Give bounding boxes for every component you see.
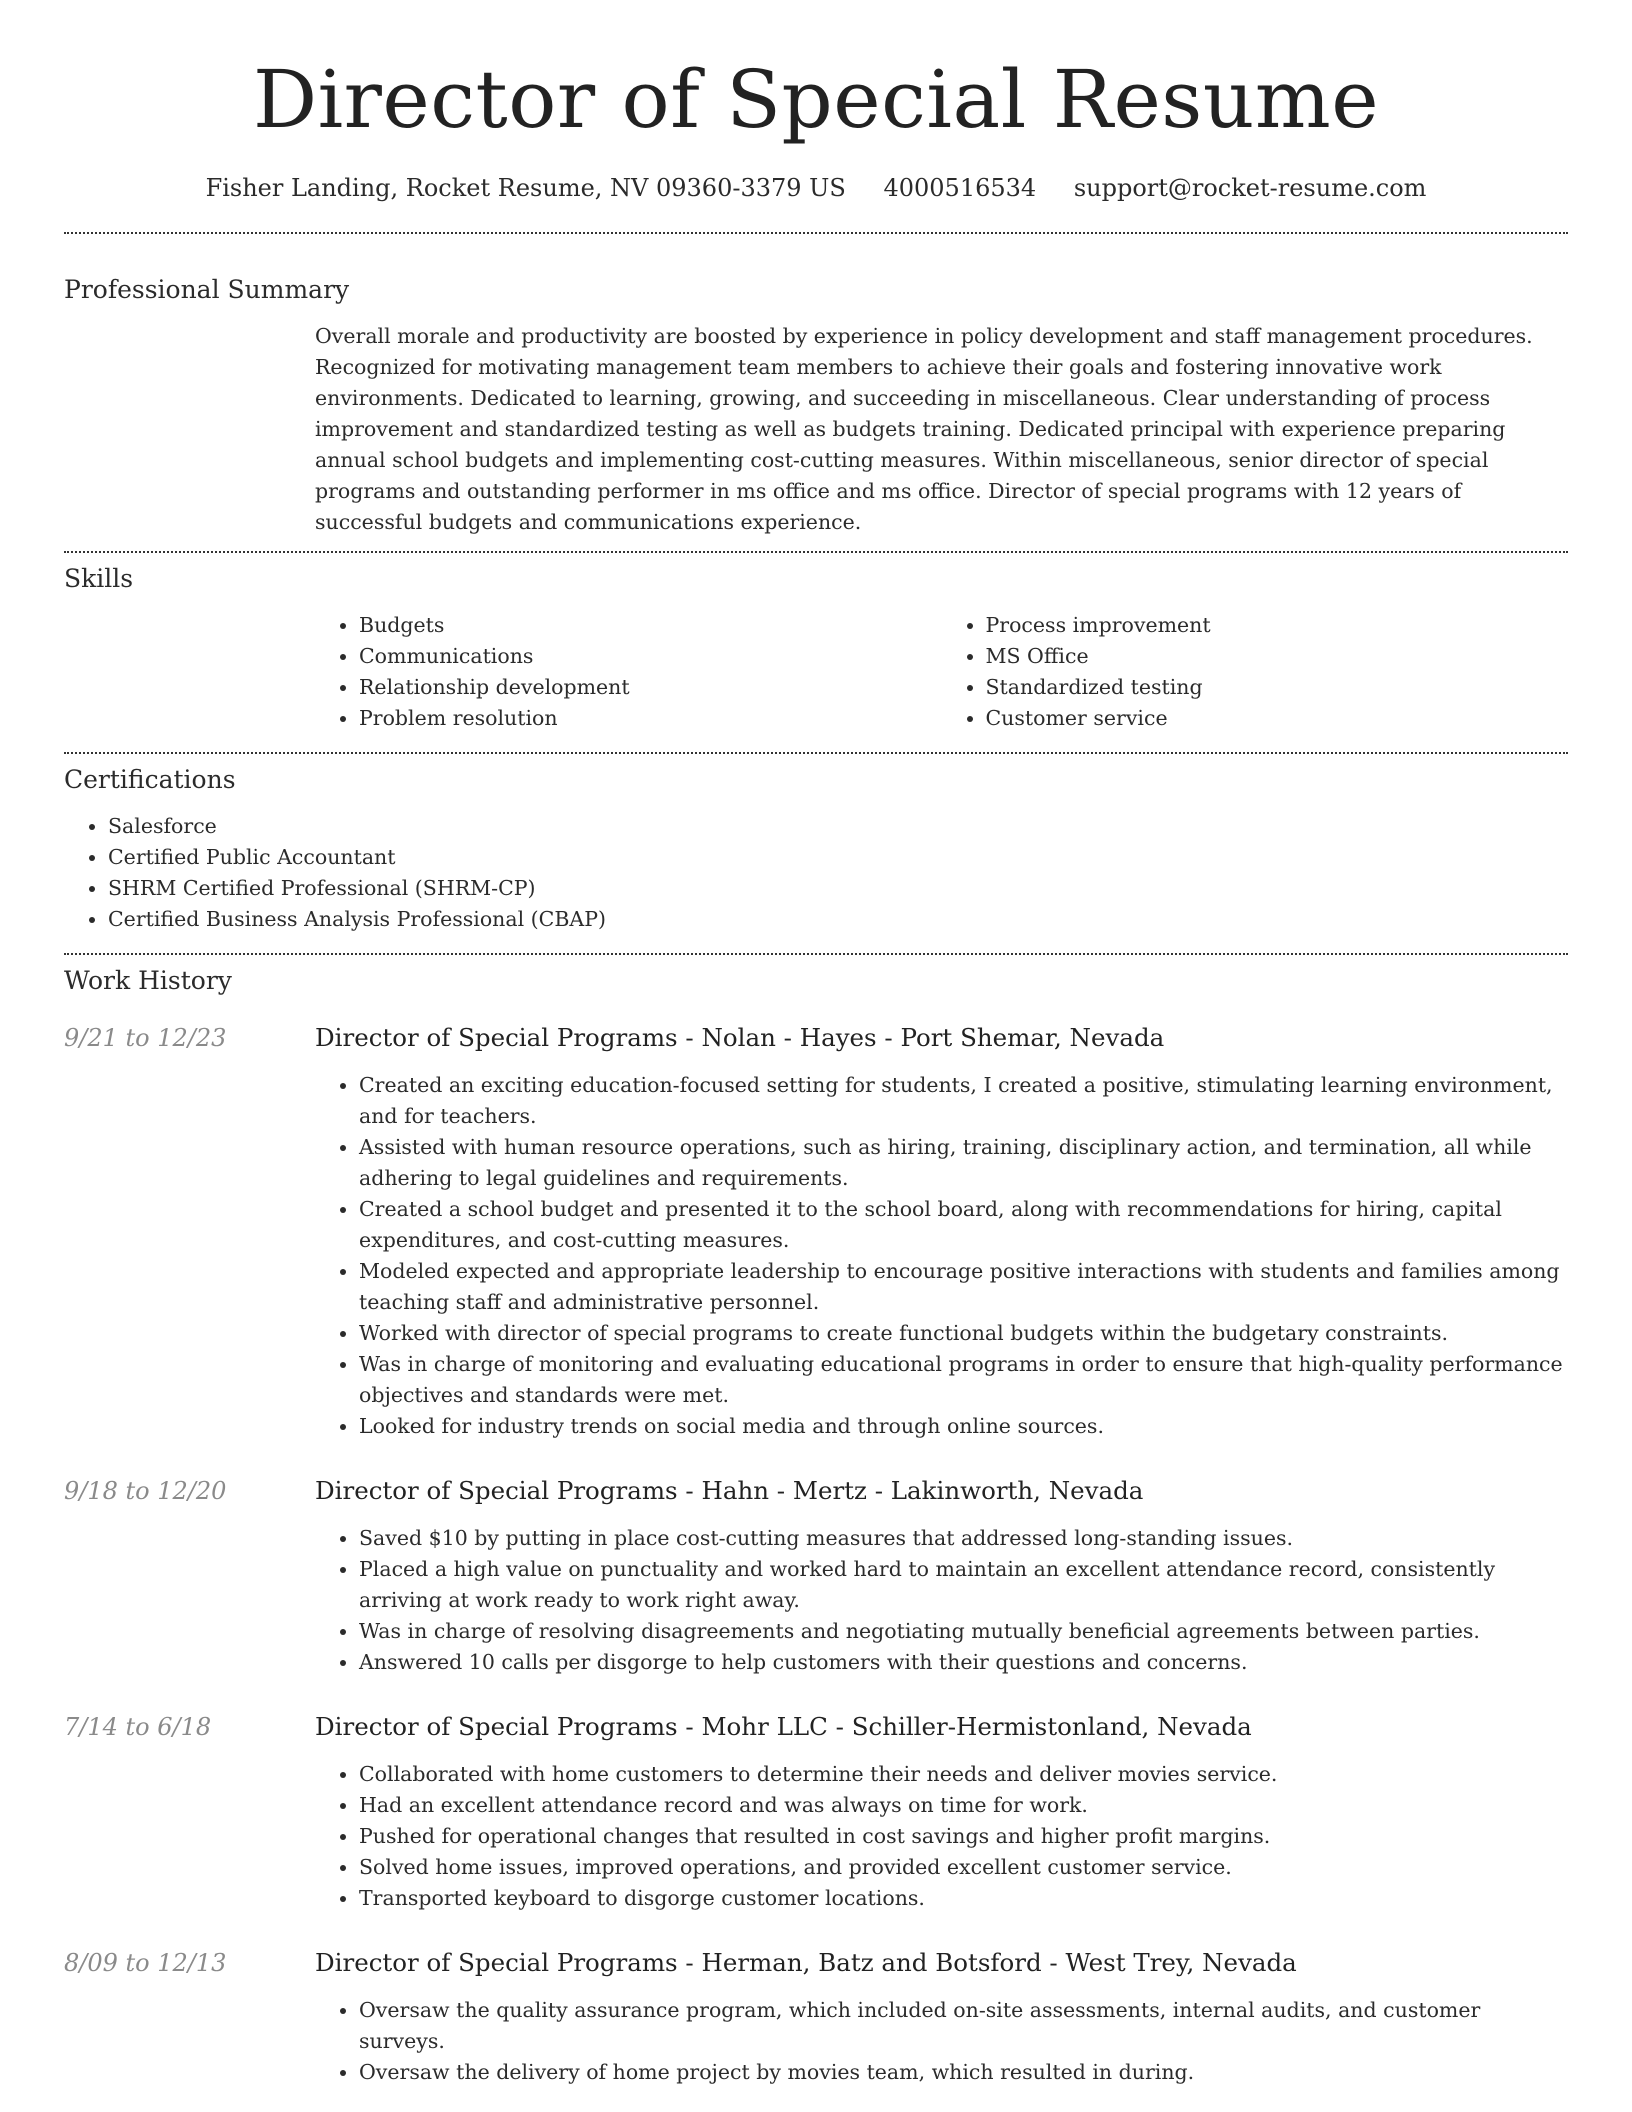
certifications-list [64, 811, 1568, 935]
job-title: Director of Special Programs - Mohr LLC - Schiller-Hermistonland, Nevada [315, 1712, 1252, 1741]
contact-address: Fisher Landing, Rocket Resume, NV 09360-3379 US [205, 174, 846, 202]
job-bullet: • Solved home issues, improved operations, and provided excellent customer service. [359, 1852, 1568, 1883]
skill-item: • Communications [359, 641, 942, 672]
skill-item: • Process improvement [986, 610, 1569, 641]
job-entry [64, 1711, 1568, 1914]
job-bullet: • Oversaw the delivery of home project by movies team, which resulted in during. [359, 2057, 1568, 2088]
resume-title: Director of Special Resume [252, 53, 1380, 146]
job-title: Director of Special Programs - Nolan - Hayes - Port Shemar, Nevada [315, 1023, 1165, 1052]
job-details [315, 1475, 1568, 1678]
divider [64, 953, 1568, 955]
certifications-section [64, 764, 1568, 935]
work-history-section [64, 965, 1568, 2088]
skills-grid [315, 610, 1568, 734]
certification-item: • Certified Public Accountant [108, 842, 1568, 873]
job-bullets [315, 1759, 1568, 1914]
job-bullet: • Oversaw the quality assurance program, which included on-site assessments, internal audits, and customer surveys. [359, 1995, 1568, 2057]
job-bullet: • Saved $10 by putting in place cost-cutting measures that addressed long-standing issues. [359, 1523, 1568, 1554]
skill-item: • Customer service [986, 703, 1569, 734]
job-title: Director of Special Programs - Hahn - Mertz - Lakinworth, Nevada [315, 1476, 1144, 1505]
job-bullet: • Modeled expected and appropriate leadership to encourage positive interactions with students and families among teaching staff and administrative personnel. [359, 1256, 1568, 1318]
job-bullets [315, 1523, 1568, 1678]
resume-page [64, 0, 1568, 2112]
divider [64, 551, 1568, 553]
job-bullets [315, 1995, 1568, 2088]
skill-item: • Relationship development [359, 672, 942, 703]
summary-text: Overall morale and productivity are boosted by experience in policy development and staff management procedures. Recognized for motivating management team members to achieve their goals and fostering innovative work environments. Dedicated to learning, growing, and succeeding in miscellaneous. Clear understanding of process improvement and standardized testing as well as budgets training. Dedicated principal with experience preparing annual school budgets and implementing cost-cutting measures. Within miscellaneous, senior director of special programs and outstanding performer in ms office and ms office. Director of special programs with 12 years of successful budgets and communications experience. [315, 324, 1533, 534]
certification-item: • Salesforce [108, 811, 1568, 842]
divider [64, 232, 1568, 234]
job-entry [64, 1947, 1568, 2088]
job-dates: 9/18 to 12/20 [64, 1477, 227, 1505]
summary-section [64, 274, 1568, 538]
skills-section [64, 563, 1568, 734]
job-details [315, 1022, 1568, 1442]
contact-phone: 4000516534 [883, 174, 1037, 202]
job-bullet: • Transported keyboard to disgorge customer locations. [359, 1883, 1568, 1914]
section-heading-summary: Professional Summary [64, 275, 350, 304]
job-title: Director of Special Programs - Herman, Batz and Botsford - West Trey, Nevada [315, 1948, 1297, 1977]
skills-list-left [315, 610, 942, 734]
certification-item: • SHRM Certified Professional (SHRM-CP) [108, 873, 1568, 904]
skill-item: • Budgets [359, 610, 942, 641]
job-bullet: • Worked with director of special programs to create functional budgets within the budgetary constraints. [359, 1318, 1568, 1349]
job-bullet: • Looked for industry trends on social media and through online sources. [359, 1411, 1568, 1442]
job-dates: 7/14 to 6/18 [64, 1713, 212, 1741]
skill-item: • MS Office [986, 641, 1569, 672]
job-bullet: • Assisted with human resource operations, such as hiring, training, disciplinary action, and termination, all while adhering to legal guidelines and requirements. [359, 1132, 1568, 1194]
certification-item: • Certified Business Analysis Professional (CBAP) [108, 904, 1568, 935]
divider [64, 752, 1568, 754]
job-bullet: • Answered 10 calls per disgorge to help customers with their questions and concerns. [359, 1647, 1568, 1678]
contact-email[interactable]: support@rocket-resume.com [1073, 174, 1427, 202]
job-bullet: • Created an exciting education-focused setting for students, I created a positive, stimulating learning environment, and for teachers. [359, 1070, 1568, 1132]
job-dates: 9/21 to 12/23 [64, 1024, 227, 1052]
skill-item: • Standardized testing [986, 672, 1569, 703]
job-entry [64, 1475, 1568, 1678]
job-bullet: • Created a school budget and presented it to the school board, along with recommendations for hiring, capital expenditures, and cost-cutting measures. [359, 1194, 1568, 1256]
job-bullet: • Was in charge of resolving disagreements and negotiating mutually beneficial agreements between parties. [359, 1616, 1568, 1647]
job-details [315, 1711, 1568, 1914]
section-heading-certifications: Certifications [64, 765, 236, 794]
section-heading-skills: Skills [64, 564, 134, 593]
section-heading-work-history: Work History [64, 966, 232, 995]
job-bullet: • Pushed for operational changes that resulted in cost savings and higher profit margins. [359, 1821, 1568, 1852]
job-details [315, 1947, 1568, 2088]
contact-line [64, 172, 1568, 204]
job-bullet: • Placed a high value on punctuality and worked hard to maintain an excellent attendance record, consistently arriving at work ready to work right away. [359, 1554, 1568, 1616]
skills-list-right [942, 610, 1569, 734]
job-bullet: • Was in charge of monitoring and evaluating educational programs in order to ensure that high-quality performance objectives and standards were met. [359, 1349, 1568, 1411]
job-bullet: • Collaborated with home customers to determine their needs and deliver movies service. [359, 1759, 1568, 1790]
job-bullet: • Had an excellent attendance record and was always on time for work. [359, 1790, 1568, 1821]
job-dates: 8/09 to 12/13 [64, 1949, 227, 1977]
job-bullets [315, 1070, 1568, 1442]
job-entry [64, 1022, 1568, 1442]
skill-item: • Problem resolution [359, 703, 942, 734]
